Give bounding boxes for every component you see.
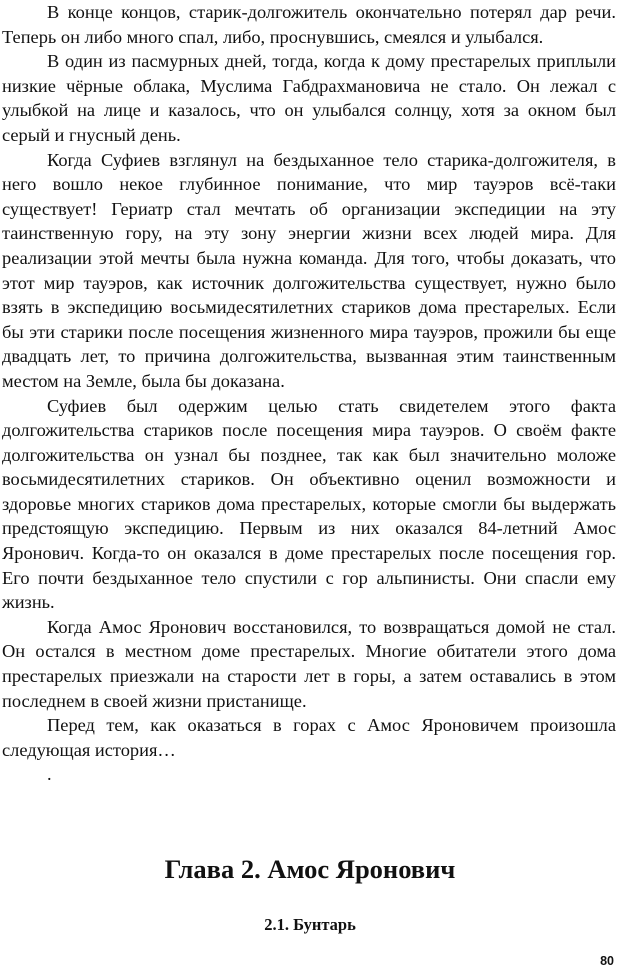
paragraph-4: Суфиев был одержим целью стать свидетелем этого факта долгожительства стариков после посещения мира тауэров. О своём факте долгожительства он узнал бы позднее, так как был значительно моложе восьмидесятилетних стариков. Он объективно оценил возможности и здоровье многих стариков дома престарелых, которые смогли бы выдержать предстоящую экспедицию. Первым из них оказался 84-летний Амос Яронович. Когда-то он оказался в доме престарелых после посещения гор. Его почти бездыханное тело спустили с гор альпинисты. Они спасли ему жизнь. [2,395,616,613]
section-title: 2.1. Бунтарь [264,915,356,934]
paragraph-5: Когда Амос Яронович восстановился, то возвращаться домой не стал. Он остался в местном доме престарелых. Многие обитатели этого дома престарелых приезжали на старости лет в горы, а затем оставались в этом последнем в своей жизни пристанище. [2,616,616,711]
paragraph-2: В один из пасмурных дней, тогда, когда к дому престарелых приплыли низкие чёрные облака, Муслима Габдрахмановича не стало. Он лежал с улыбкой на лице и казалось, что он улыбался солнцу, хотя за окном был серый и гнусный день. [2,51,616,145]
stray-dot: . [47,764,52,785]
page-number: 80 [600,954,614,968]
document-body [2,0,616,787]
paragraph-1: В конце концов, старик-долгожитель окончательно потерял дар речи. Теперь он либо много спал, либо, проснувшись, смеялся и улыбался. [2,2,616,47]
paragraph-3: Когда Суфиев взглянул на бездыханное тело старика-долгожителя, в него вошло некое глубинное понимание, что мир тауэров всё-таки существует! Гериатр стал мечтать об организации экспедиции на эту таинственную гору, на эту зону энергии жизни всех людей мира. Для реализации этой мечты была нужна команда. Для того, чтобы доказать, что этот мир тауэров, как источник долгожительства существует, нужно было взять в экспедицию восьмидесятилетних стариков дома престарелых. Если бы эти старики после посещения жизненного мира тауэров, прожили бы еще двадцать лет, то причина долгожительства, вызванная этим таинственным местом на Земле, была бы доказана. [2,149,616,391]
paragraph-6: Перед тем, как оказаться в горах с Амос Яроновичем произошла следующая история… [2,715,616,760]
chapter-title: Глава 2. Амос Яронович [164,854,456,884]
